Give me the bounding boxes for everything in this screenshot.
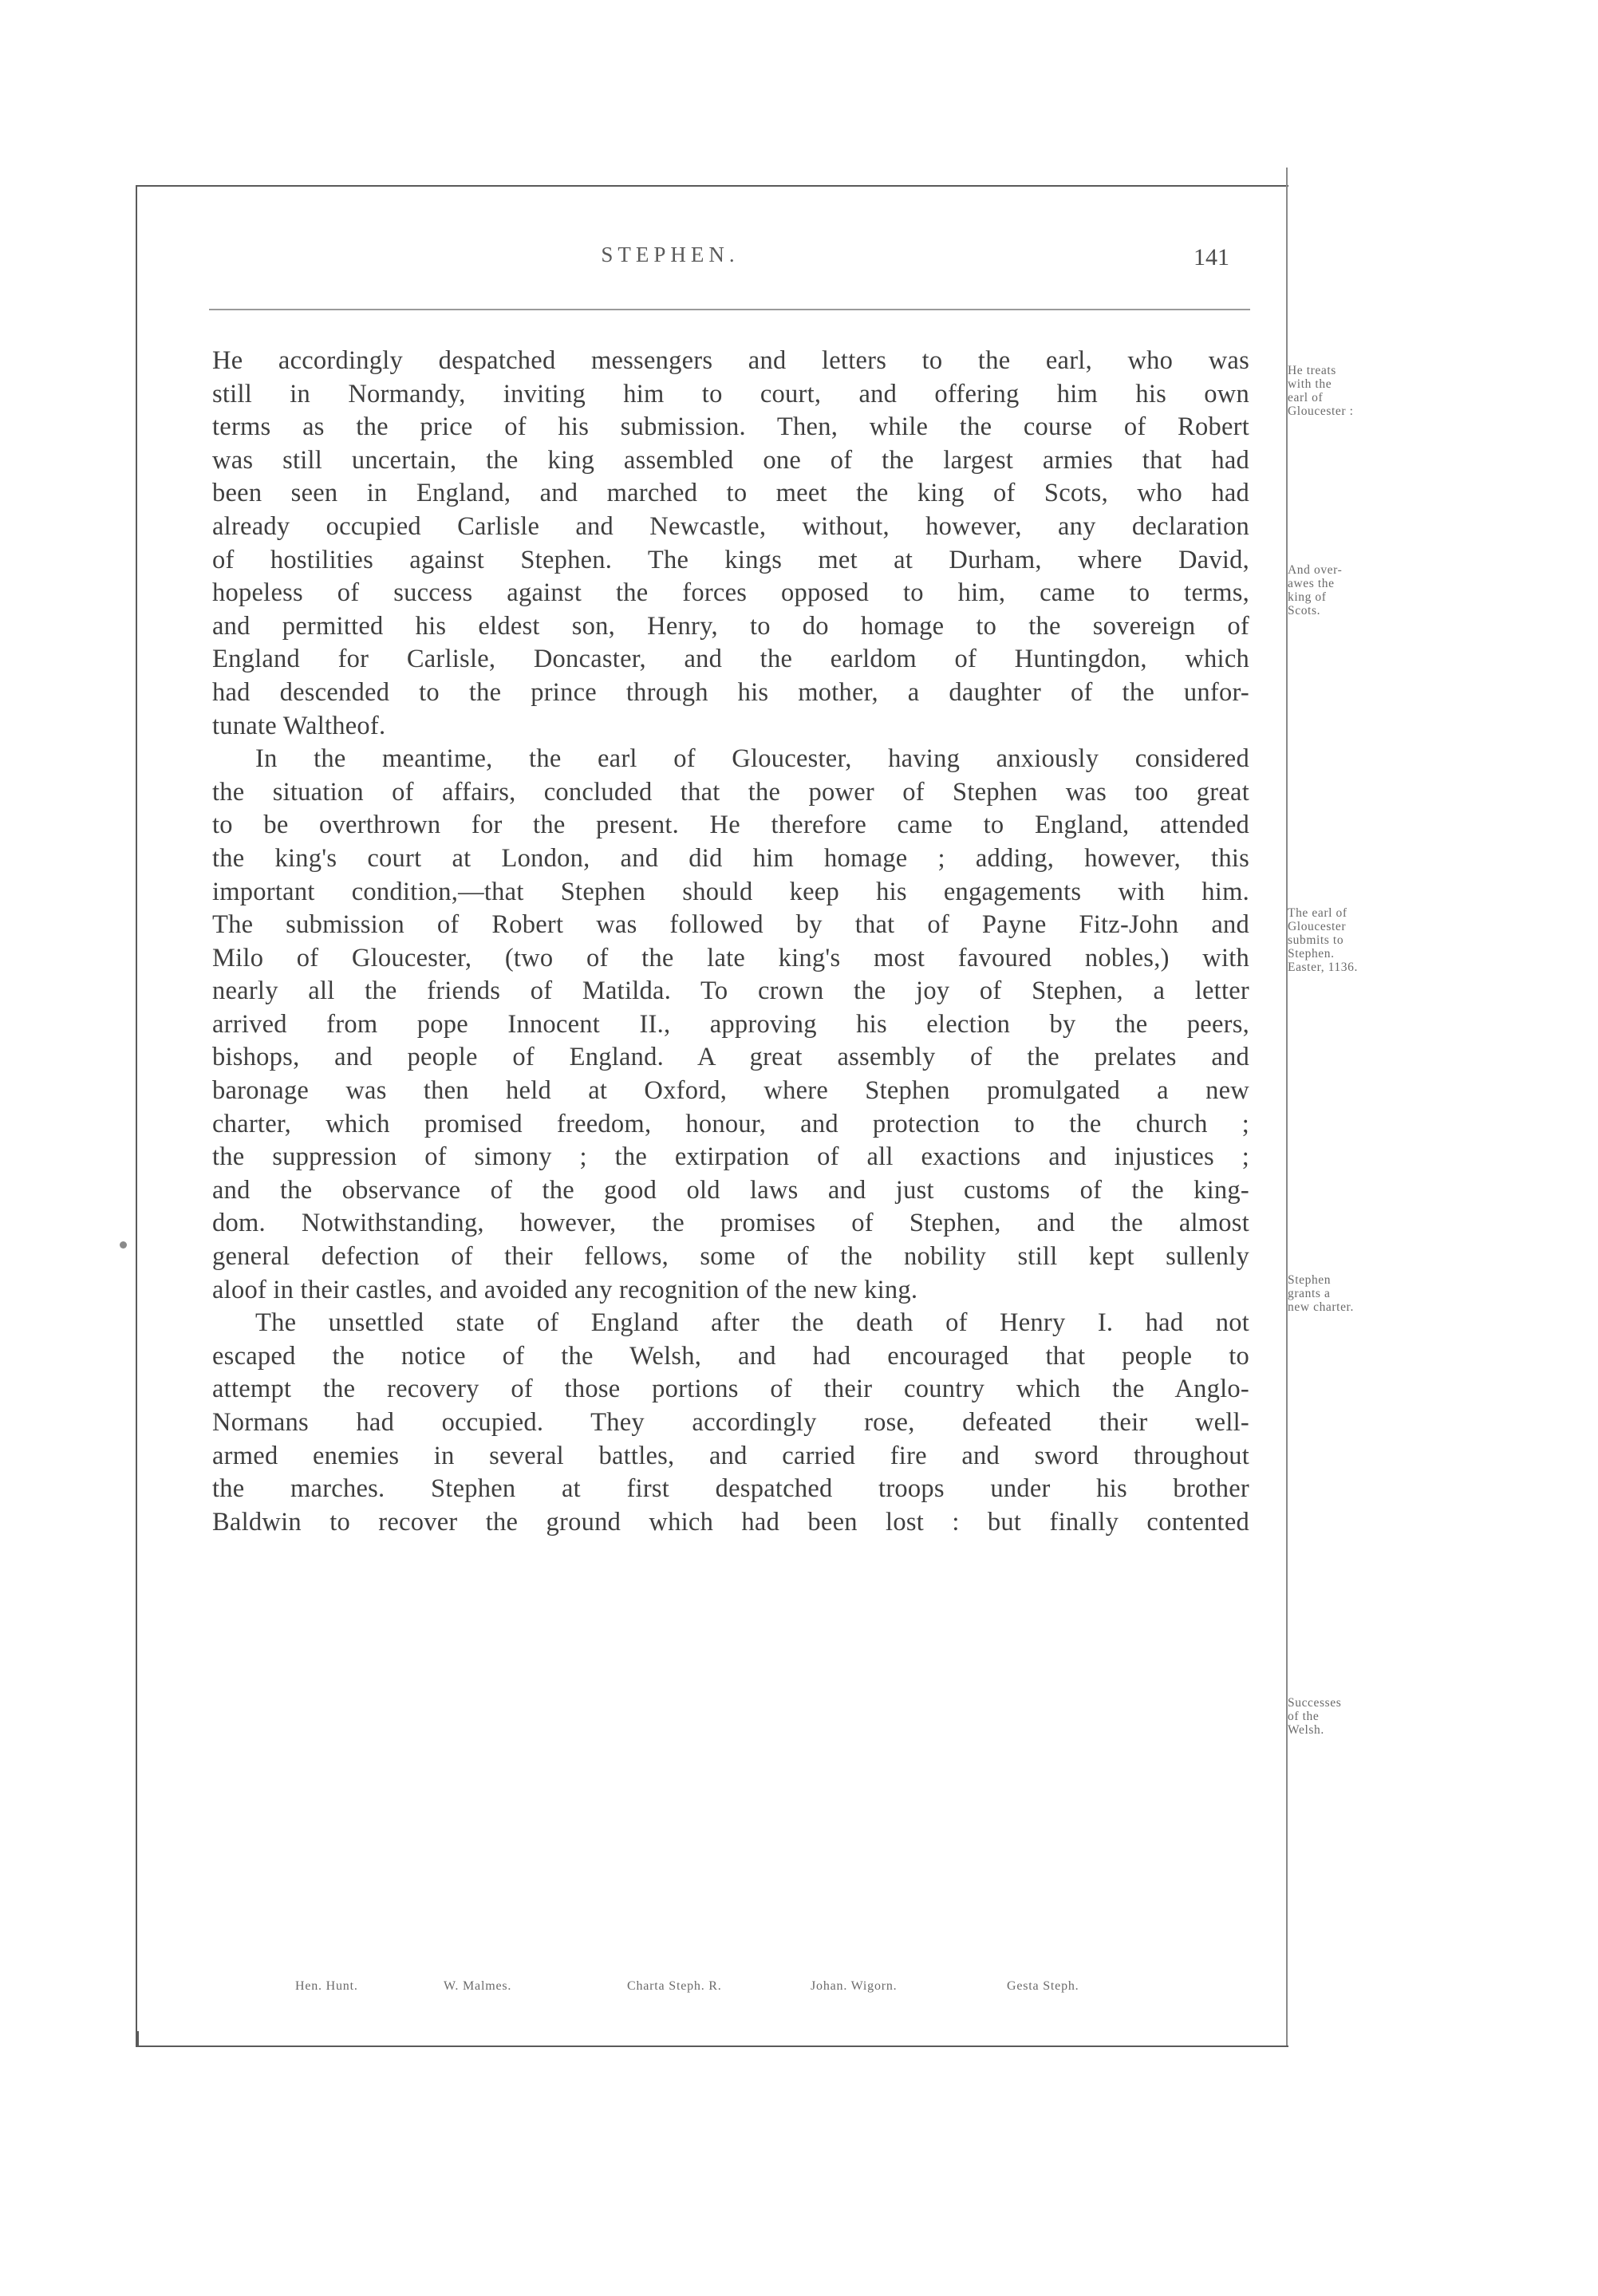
- header-rule: [209, 309, 1250, 310]
- text-line: still in Normandy, inviting him to court, and offering him his own: [212, 379, 1249, 408]
- footnote-ref: W. Malmes.: [444, 1979, 512, 1993]
- sidenote-line: Welsh.: [1288, 1723, 1324, 1737]
- text-line: the suppression of simony ; the extirpation of all exactions and injustices ;: [212, 1142, 1249, 1172]
- margin-dot: [120, 1241, 127, 1249]
- text-line: baronage was then held at Oxford, where Stephen promulgated a new: [212, 1076, 1249, 1106]
- running-head: [0, 243, 1292, 274]
- sidenote-line: And over-: [1288, 563, 1343, 577]
- text-line: He accordingly despatched messengers and letters to the earl, who was: [212, 346, 1249, 375]
- page-frame-top: [136, 185, 1288, 187]
- sidenote-line: king of: [1288, 590, 1327, 604]
- text-line: Baldwin to recover the ground which had been lost : but finally contented: [212, 1507, 1249, 1537]
- sidenote-welsh: [1288, 1696, 1435, 1737]
- text-line: nearly all the friends of Matilda. To crown the joy of Stephen, a letter: [212, 976, 1249, 1006]
- sidenote-line: earl of: [1288, 391, 1324, 404]
- text-line: and the observance of the good old laws and just customs of the king-: [212, 1175, 1249, 1205]
- text-line: had descended to the prince through his mother, a daughter of the unfor-: [212, 677, 1249, 707]
- sidenote-line: Stephen: [1288, 1273, 1332, 1287]
- text-line: hopeless of success against the forces opposed to him, came to terms,: [212, 578, 1249, 608]
- sidenote-line: Scots.: [1288, 604, 1321, 617]
- sidenote-line: of the: [1288, 1710, 1320, 1723]
- footnote-ref: Johan. Wigorn.: [811, 1979, 898, 1993]
- text-line: general defection of their fellows, some of the nobility still kept sullenly: [212, 1242, 1249, 1272]
- text-line: England for Carlisle, Doncaster, and the earldom of Huntingdon, which: [212, 645, 1249, 674]
- page-frame-left: [136, 185, 137, 2045]
- page-frame-bottom: [136, 2045, 1288, 2047]
- sidenote-line: Stephen.: [1288, 947, 1335, 961]
- text-line: already occupied Carlisle and Newcastle, without, however, any declaration: [212, 511, 1249, 541]
- text-line: terms as the price of his submission. Then, while the course of Robert: [212, 412, 1249, 442]
- sidenote-line: The earl of: [1288, 906, 1347, 920]
- text-line: been seen in England, and marched to meet the king of Scots, who had: [212, 479, 1249, 508]
- sidenote-line: Easter, 1136.: [1288, 961, 1358, 974]
- text-line: armed enemies in several battles, and carried fire and sword throughout: [212, 1441, 1249, 1470]
- text-line: The submission of Robert was followed by that of Payne Fitz-John and: [212, 910, 1249, 940]
- text-line: aloof in their castles, and avoided any recognition of the new king.: [212, 1275, 918, 1304]
- body-text: [212, 345, 1249, 1539]
- text-line: the marches. Stephen at first despatched troops under his brother: [212, 1474, 1249, 1504]
- text-line: dom. Notwithstanding, however, the promises of Stephen, and the almost: [212, 1209, 1249, 1238]
- text-line: Normans had occupied. They accordingly rose, defeated their well-: [212, 1408, 1249, 1437]
- footnote-ref: Gesta Steph.: [1007, 1979, 1079, 1993]
- sidenote-line: Gloucester :: [1288, 404, 1354, 418]
- text-line: tunate Waltheof.: [212, 711, 386, 740]
- text-line: bishops, and people of England. A great assembly of the prelates and: [212, 1043, 1249, 1072]
- sidenote-line: Gloucester: [1288, 920, 1347, 933]
- text-line: escaped the notice of the Welsh, and had encouraged that people to: [212, 1341, 1249, 1371]
- text-line: attempt the recovery of those portions of their country which the Anglo-: [212, 1375, 1249, 1404]
- text-line: Milo of Gloucester, (two of the late king's most favoured nobles,) with: [212, 943, 1249, 972]
- sidenote-king-of-scots: [1288, 563, 1435, 617]
- text-line: charter, which promised freedom, honour, and protection to the church ;: [212, 1109, 1249, 1138]
- sidenote-line: Successes: [1288, 1696, 1342, 1710]
- footnote-ref: Charta Steph. R.: [627, 1979, 722, 1993]
- text-line: In the meantime, the earl of Gloucester, having anxiously considered: [255, 744, 1249, 774]
- sidenote-line: awes the: [1288, 577, 1335, 590]
- page-frame-right: [1286, 168, 1288, 2045]
- sidenote-line: grants a: [1288, 1287, 1331, 1300]
- text-line: the situation of affairs, concluded that the power of Stephen was too great: [212, 777, 1249, 807]
- sidenote-earl-gloucester: [1288, 364, 1435, 418]
- footnote-ref: Hen. Hunt.: [295, 1979, 358, 1993]
- text-line: The unsettled state of England after the death of Henry I. had not: [255, 1308, 1249, 1338]
- page-number: 141: [1194, 244, 1229, 270]
- text-line: important condition,—that Stephen should keep his engagements with him.: [212, 877, 1249, 906]
- sidenote-new-charter: [1288, 1273, 1435, 1314]
- sidenote-line: He treats: [1288, 364, 1336, 377]
- text-line: was still uncertain, the king assembled one of the largest armies that had: [212, 445, 1249, 475]
- footnote-references: [0, 1979, 1292, 2000]
- sidenote-gloucester-submits: [1288, 906, 1435, 974]
- sidenote-line: submits to: [1288, 933, 1344, 947]
- text-line: arrived from pope Innocent II., approving his election by the peers,: [212, 1009, 1249, 1039]
- sidenote-line: new charter.: [1288, 1300, 1354, 1314]
- page-frame-tick: [137, 2031, 139, 2047]
- text-line: the king's court at London, and did him homage ; adding, however, this: [212, 843, 1249, 873]
- sidenote-line: with the: [1288, 377, 1332, 391]
- text-line: to be overthrown for the present. He therefore came to England, attended: [212, 811, 1249, 840]
- text-line: and permitted his eldest son, Henry, to do homage to the sovereign of: [212, 611, 1249, 641]
- text-line: of hostilities against Stephen. The kings met at Durham, where David,: [212, 545, 1249, 574]
- running-title: STEPHEN.: [601, 243, 740, 266]
